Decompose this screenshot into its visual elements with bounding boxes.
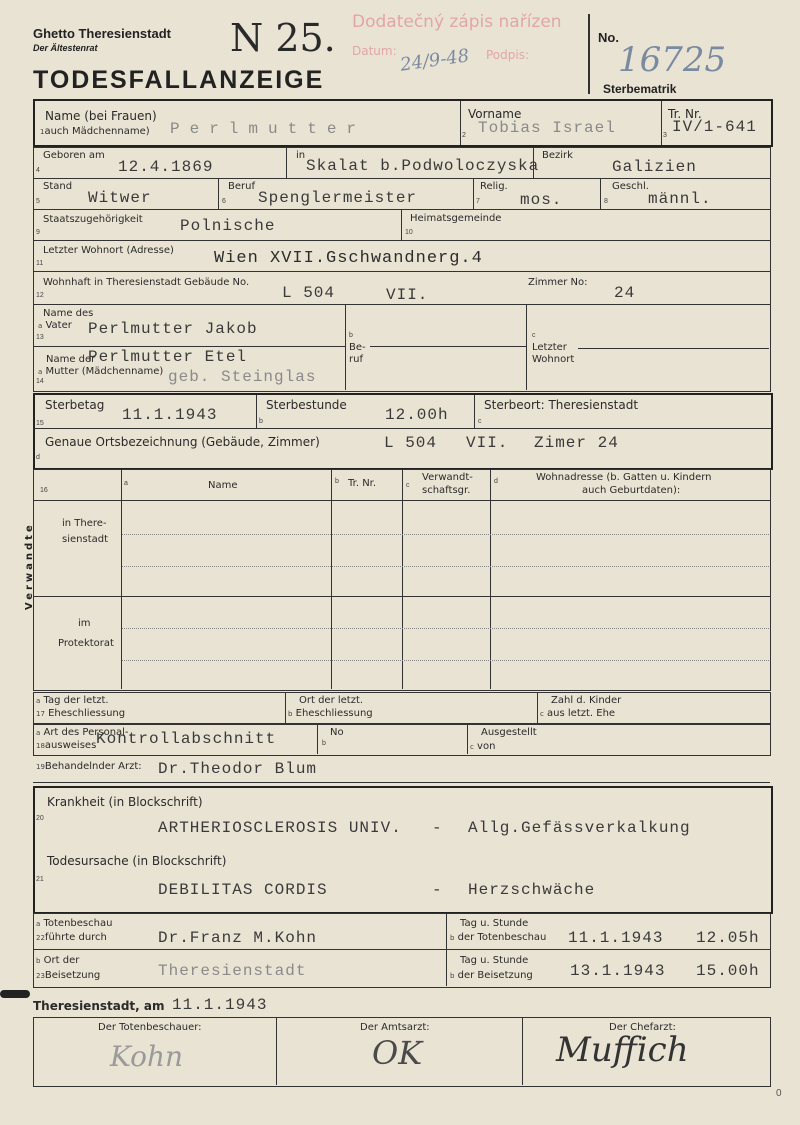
- beschau-tag-label-1: Tag u. Stunde: [460, 918, 529, 929]
- eltern-beruf-label-2: ruf: [349, 354, 363, 365]
- row-theresienstadt-1: in There-: [62, 518, 107, 529]
- geschl-label: Geschl.: [612, 181, 649, 192]
- krankheit-dash: -: [432, 819, 443, 837]
- stamp-datum-label: Datum:: [352, 44, 397, 58]
- arzt-label: Behandelnder Arzt:: [44, 761, 142, 772]
- krankheit-label: Krankheit (in Blockschrift): [47, 795, 203, 809]
- col-verwandt-2: schaftsgr.: [422, 485, 471, 496]
- beschau-time: 12.05h: [696, 929, 760, 947]
- name-label: Name (bei Frauen): [45, 109, 157, 123]
- totenbeschau-value: Dr.Franz M.Kohn: [158, 929, 318, 947]
- eltern-beruf-label-1: Be-: [349, 342, 366, 353]
- ausgestellt-label-1: Ausgestellt: [481, 727, 537, 738]
- sterbeort-label: Sterbeort: Theresienstadt: [484, 398, 639, 412]
- ausgestellt-label-2: von: [477, 741, 496, 752]
- stand-label: Stand: [43, 181, 73, 192]
- org-name: Ghetto Theresienstadt: [33, 26, 171, 41]
- wohnort-label: Letzter Wohnort (Adresse): [43, 245, 174, 256]
- staats-value: Polnische: [180, 217, 276, 235]
- beschau-date: 11.1.1943: [568, 929, 664, 947]
- stamp-podpis-label: Podpis:: [486, 48, 530, 62]
- wohnhaft-building: L 504: [282, 284, 336, 302]
- krankheit-value-1: ARTHERIOSCLEROSIS UNIV.: [158, 819, 402, 837]
- sterbematrik-label: Sterbematrik: [603, 82, 677, 96]
- vater-label: Vater: [45, 320, 72, 331]
- stand-value: Witwer: [88, 189, 152, 207]
- amtsarzt-label: Der Amtsarzt:: [360, 1022, 430, 1033]
- col-name: Name: [208, 480, 238, 491]
- wohnhaft-section: VII.: [386, 286, 429, 304]
- form-title: TODESFALLANZEIGE: [33, 66, 325, 94]
- wohnhaft-label: Wohnhaft in Theresienstadt Gebäude No.: [43, 277, 250, 288]
- ausweis-art-label-2: ausweises: [44, 740, 97, 751]
- header-divider: [588, 14, 590, 94]
- relatives-side-label: Verwandte: [24, 522, 35, 610]
- bezirk-label: Bezirk: [542, 150, 573, 161]
- bezirk-value: Galizien: [612, 158, 697, 176]
- arzt-value: Dr.Theodor Blum: [158, 760, 318, 778]
- vorname-value: Tobias Israel: [478, 119, 616, 137]
- birthplace-value: Skalat b.Podwoloczyska: [306, 157, 540, 175]
- ausweis-art-label-1: Art des Personal-: [43, 727, 129, 738]
- beisetzung-tag-label-2: der Beisetzung: [457, 970, 533, 981]
- ausweis-art-value: Kontrollabschnitt: [96, 730, 277, 748]
- register-number: 16725: [618, 40, 727, 80]
- totenbeschau-label-2: führte durch: [44, 932, 107, 943]
- col-wohn-2: auch Geburtdaten):: [582, 485, 681, 496]
- col-trnr: Tr. Nr.: [348, 478, 377, 489]
- letzter-wohnort-label-1: Letzter: [532, 342, 567, 353]
- mutter-label-1: Name der: [46, 354, 96, 365]
- in-label: in: [296, 150, 306, 161]
- beruf-label: Beruf: [228, 181, 255, 192]
- vater-value: Perlmutter Jakob: [88, 320, 258, 338]
- surname-value: Perlmutter: [170, 120, 367, 138]
- signature-totenbeschauer: Kohn: [110, 1040, 184, 1073]
- mutter-value-1: Perlmutter Etel: [88, 348, 248, 366]
- staats-label: Staatszugehörigkeit: [43, 214, 143, 225]
- beisetzung-ort-label-1: Ort der: [43, 955, 80, 966]
- row-protektorat-1: im: [78, 618, 91, 629]
- totenbeschau-label-1: Totenbeschau: [43, 918, 113, 929]
- trnr-value: IV/1-641: [672, 118, 757, 136]
- heimat-label: Heimatsgemeinde: [410, 213, 502, 224]
- eheschliessung-tag-label-2: Eheschliessung: [48, 708, 126, 719]
- kinder-label-1: Zahl d. Kinder: [551, 695, 622, 706]
- beisetzung-time: 15.00h: [696, 962, 760, 980]
- name-box: [33, 99, 773, 147]
- binding-mark: [0, 990, 30, 998]
- vorname-label: Vorname: [468, 107, 522, 121]
- beruf-value: Spenglermeister: [258, 189, 418, 207]
- no-label: No.: [598, 30, 619, 45]
- eheschliessung-ort-label-1: Ort der letzt.: [299, 695, 364, 706]
- row-protektorat-2: Protektorat: [58, 638, 114, 649]
- geboren-label: Geboren am: [43, 150, 105, 161]
- relig-value: mos.: [520, 191, 563, 209]
- geboren-value: 12.4.1869: [118, 158, 214, 176]
- signature-chefarzt: Muffich: [556, 1030, 689, 1070]
- geschl-value: männl.: [648, 190, 712, 208]
- todesursache-value-2: Herzschwäche: [468, 881, 596, 899]
- row-theresienstadt-2: sienstadt: [62, 534, 109, 545]
- col-verwandt-1: Verwandt-: [422, 472, 473, 483]
- beschau-tag-label-2: der Totenbeschau: [457, 932, 547, 943]
- todesursache-label: Todesursache (in Blockschrift): [47, 854, 227, 868]
- eheschliessung-tag-label-1: Tag der letzt.: [43, 695, 109, 706]
- death-box: [33, 393, 773, 470]
- handwritten-code: N 25.: [230, 16, 336, 60]
- beisetzung-ort-value: Theresienstadt: [158, 962, 307, 980]
- chefarzt-label: Der Chefarzt:: [609, 1022, 676, 1033]
- eheschliessung-ort-label-2: Eheschliessung: [295, 708, 373, 719]
- place-date-value: 11.1.1943: [172, 996, 268, 1014]
- kinder-label-2: aus letzt. Ehe: [547, 708, 616, 719]
- place-date-label: Theresienstadt, am: [33, 999, 165, 1013]
- ortsbez-building: L 504: [384, 434, 438, 452]
- letzter-wohnort-label-2: Wohnort: [532, 354, 575, 365]
- ortsbez-label: Genaue Ortsbezeichnung (Gebäude, Zimmer): [45, 435, 320, 449]
- stamp-text: Dodatečný zápis nařízen: [352, 12, 562, 32]
- todesursache-dash: -: [432, 881, 443, 899]
- stamp-date-handwritten: 24/9-48: [398, 45, 471, 76]
- ortsbez-section: VII.: [466, 434, 509, 452]
- beisetzung-ort-label-2: Beisetzung: [44, 970, 101, 981]
- beisetzung-tag-label-1: Tag u. Stunde: [460, 955, 529, 966]
- zimmer-label: Zimmer No:: [528, 277, 588, 288]
- marriage-row: [33, 692, 771, 725]
- sterbestunde-label: Sterbestunde: [266, 398, 347, 412]
- trnr-label: Tr. Nr.: [668, 107, 702, 121]
- relig-label: Relig.: [480, 181, 508, 192]
- krankheit-value-2: Allg.Gefässverkalkung: [468, 819, 691, 837]
- col-wohn-1: Wohnadresse (b. Gatten u. Kindern: [536, 472, 712, 483]
- signature-amtsarzt: OK: [372, 1034, 423, 1072]
- name-des-label: Name des: [43, 308, 94, 319]
- totenbeschauer-label: Der Totenbeschauer:: [98, 1022, 202, 1033]
- wohnort-value: Wien XVII.Gschwandnerg.4: [214, 249, 483, 268]
- sterbetag-value: 11.1.1943: [122, 406, 218, 424]
- org-council: Der Ältestenrat: [33, 43, 98, 53]
- mutter-value-2: geb. Steinglas: [168, 368, 317, 386]
- corner-mark: 0: [776, 1088, 782, 1099]
- ortsbez-room: Zimer 24: [534, 434, 619, 452]
- zimmer-value: 24: [614, 284, 636, 302]
- mutter-label-2: Mutter (Mädchenname): [45, 366, 164, 377]
- document-page: Ghetto Theresienstadt Der Ältestenrat TODESFALLANZEIGE N 25. Dodatečný zápis nařízen Datum: Podpis: 24/9-48 No. 16725 Sterbematrik Name (bei Frauen) 1auch Mädchenname) Perlmutter Vorname 2 Tobias Israel Tr. Nr. 3 IV/1-641 Geboren am 4 12.4.1869 in Skalat b.Podwoloczyska Bezirk Galizien Stand 5 Witwer Beruf 6 Spenglermeister Relig. 7 mos. Geschl. 8 männl. Staatszugehörigkeit 9 Polnische Heimatsgemeinde 10 Letzter Wohnort (Adresse) 11 Wien XVII.Gschwandnerg.4 Wohnhaft in Theresienstadt Gebäude No. 12 L 504 VII. Zimmer No: 24 Name des a Vater 13 Perlmutter Jakob Name der a Mutter (Mädchenname) 14 Perlmutter Etel geb. Steinglas b Be- ruf c Letzter Wohnort Sterbetag 15 11.1.1943 Sterbestunde b 12.00h Sterbeort: Theresienstadt c Genaue Ortsbezeichnung (Gebäude, Zimmer) d L 504 VII. Zimer 24 16 a Name b Tr. Nr. c Verwandt- schaftsgr. d Wohnadresse (b. Gatten u. Kindern auch Geburtdaten): Verwandte in There- sienstadt im Protektorat a Tag der letzt. 17 Eheschliessung Ort der letzt. b Eheschliessung Zahl d. Kinder c aus letzt. Ehe a Art des Personal- 18ausweises Kontrollabschnitt No b Ausgestellt c von 19Behandelnder Arzt: Dr.Theodor Blum Krankheit (in Blockschrift) 20 ARTHERIOSCLEROSIS UNIV. - Allg.Gefässverkalkung Todesursache (in Blockschrift) 21 DEBILITAS CORDIS - Herzschwäche a Totenbeschau 22führte durch Dr.Franz M.Kohn Tag u. Stunde b der Totenbeschau 11.1.1943 12.05h b Ort der 23Beisetzung Theresienstadt Tag u. Stunde b der Beisetzung 13.1.1943 15.00h Theresienstadt, am 11.1.1943 Der Totenbeschauer: Der Amtsarzt: Der Chefarzt: Kohn OK Muffich 0: [0, 0, 800, 1125]
- name-label-2: auch Mädchenname): [44, 126, 150, 137]
- sterbetag-label: Sterbetag: [45, 398, 105, 412]
- todesursache-value-1: DEBILITAS CORDIS: [158, 881, 328, 899]
- ausweis-no-label: No: [330, 727, 344, 738]
- sterbestunde-value: 12.00h: [385, 406, 449, 424]
- beisetzung-date: 13.1.1943: [570, 962, 666, 980]
